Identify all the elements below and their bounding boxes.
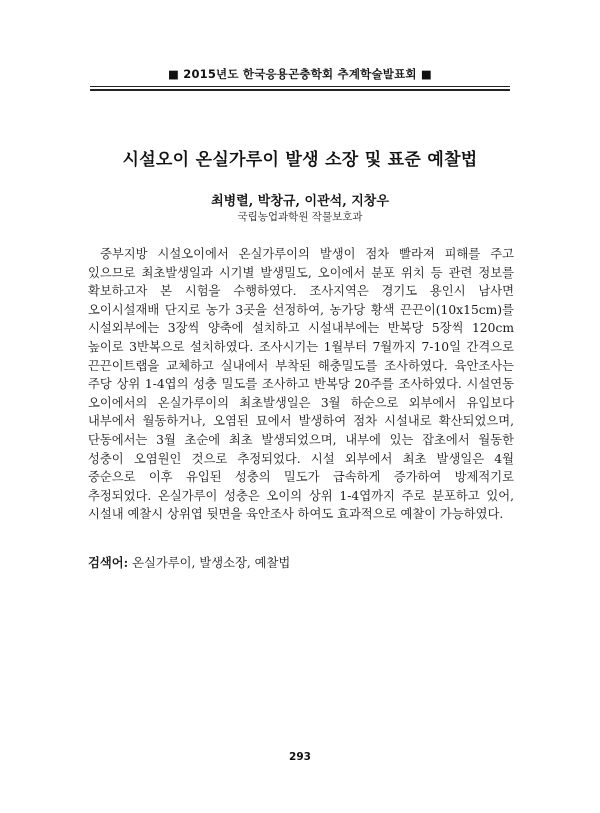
- abstract-body: 중부지방 시설오이에서 온실가루이의 발생이 점차 빨라져 피해를 주고 있으므로 최초발생일과 시기별 발생밀도, 오이에서 분포 위치 등 관련 정보를 확보하고자 본 시험을 수행하였다. 조사지역은 경기도 용인시 남사면 오이시설재배 단지로 농가 3곳을 선정하여, 농가당 황색 끈끈이(10x15cm)를 시설외부에는 3장씩 양축에 설치하고 시설내부에는 반복당 5장씩 120cm 높이로 3반복으로 설치하였다. 조사시기는 1월부터 7월까지 7-10일 간격으로 끈끈이트랩을 교체하고 실내에서 부착된 해충밀도를 조사하였다. 육안조사는 주당 상위 1-4엽의 성충 밀도를 조사하고 반복당 20주를 조사하였다. 시설연동 오이에서의 온실가루이의 최초발생일은 3월 하순으로 외부에서 유입보다 내부에서 월동하거나, 오염된 묘에서 발생하여 점차 시설내로 확산되었으며, 단동에서는 3월 초순에 최초 발생되었으며, 내부에 있는 잡초에서 월동한 성충이 오염원인 것으로 추정되었다. 시설 외부에서 최초 발생일은 4월 중순으로 이후 유입된 성충의 밀도가 급속하게 증가하여 방제적기로 추정되었다. 온실가루이 성충은 오이의 상위 1-4엽까지 주로 분포하고 있어, 시설내 예찰시 상위엽 뒷면을 육안조사 하여도 효과적으로 예찰이 가능하였다.: [88, 247, 514, 522]
- header-rule-thin: [90, 86, 510, 87]
- header-rule-thick: [90, 89, 510, 91]
- paper-title: 시설오이 온실가루이 발생 소장 및 표준 예찰법: [122, 150, 478, 170]
- paper-authors: 최병렬, 박창규, 이관석, 지창우: [211, 194, 389, 209]
- keywords-label: 검색어:: [88, 555, 129, 570]
- conference-header: ■ 2015년도 한국응용곤충학회 추계학술발표회 ■: [167, 67, 432, 81]
- page-number: 293: [289, 751, 311, 763]
- keywords-list: 온실가루이, 발생소장, 예찰법: [132, 556, 291, 570]
- author-affiliation: 국립농업과학원 작물보호과: [237, 211, 363, 223]
- keywords-line: [88, 553, 514, 571]
